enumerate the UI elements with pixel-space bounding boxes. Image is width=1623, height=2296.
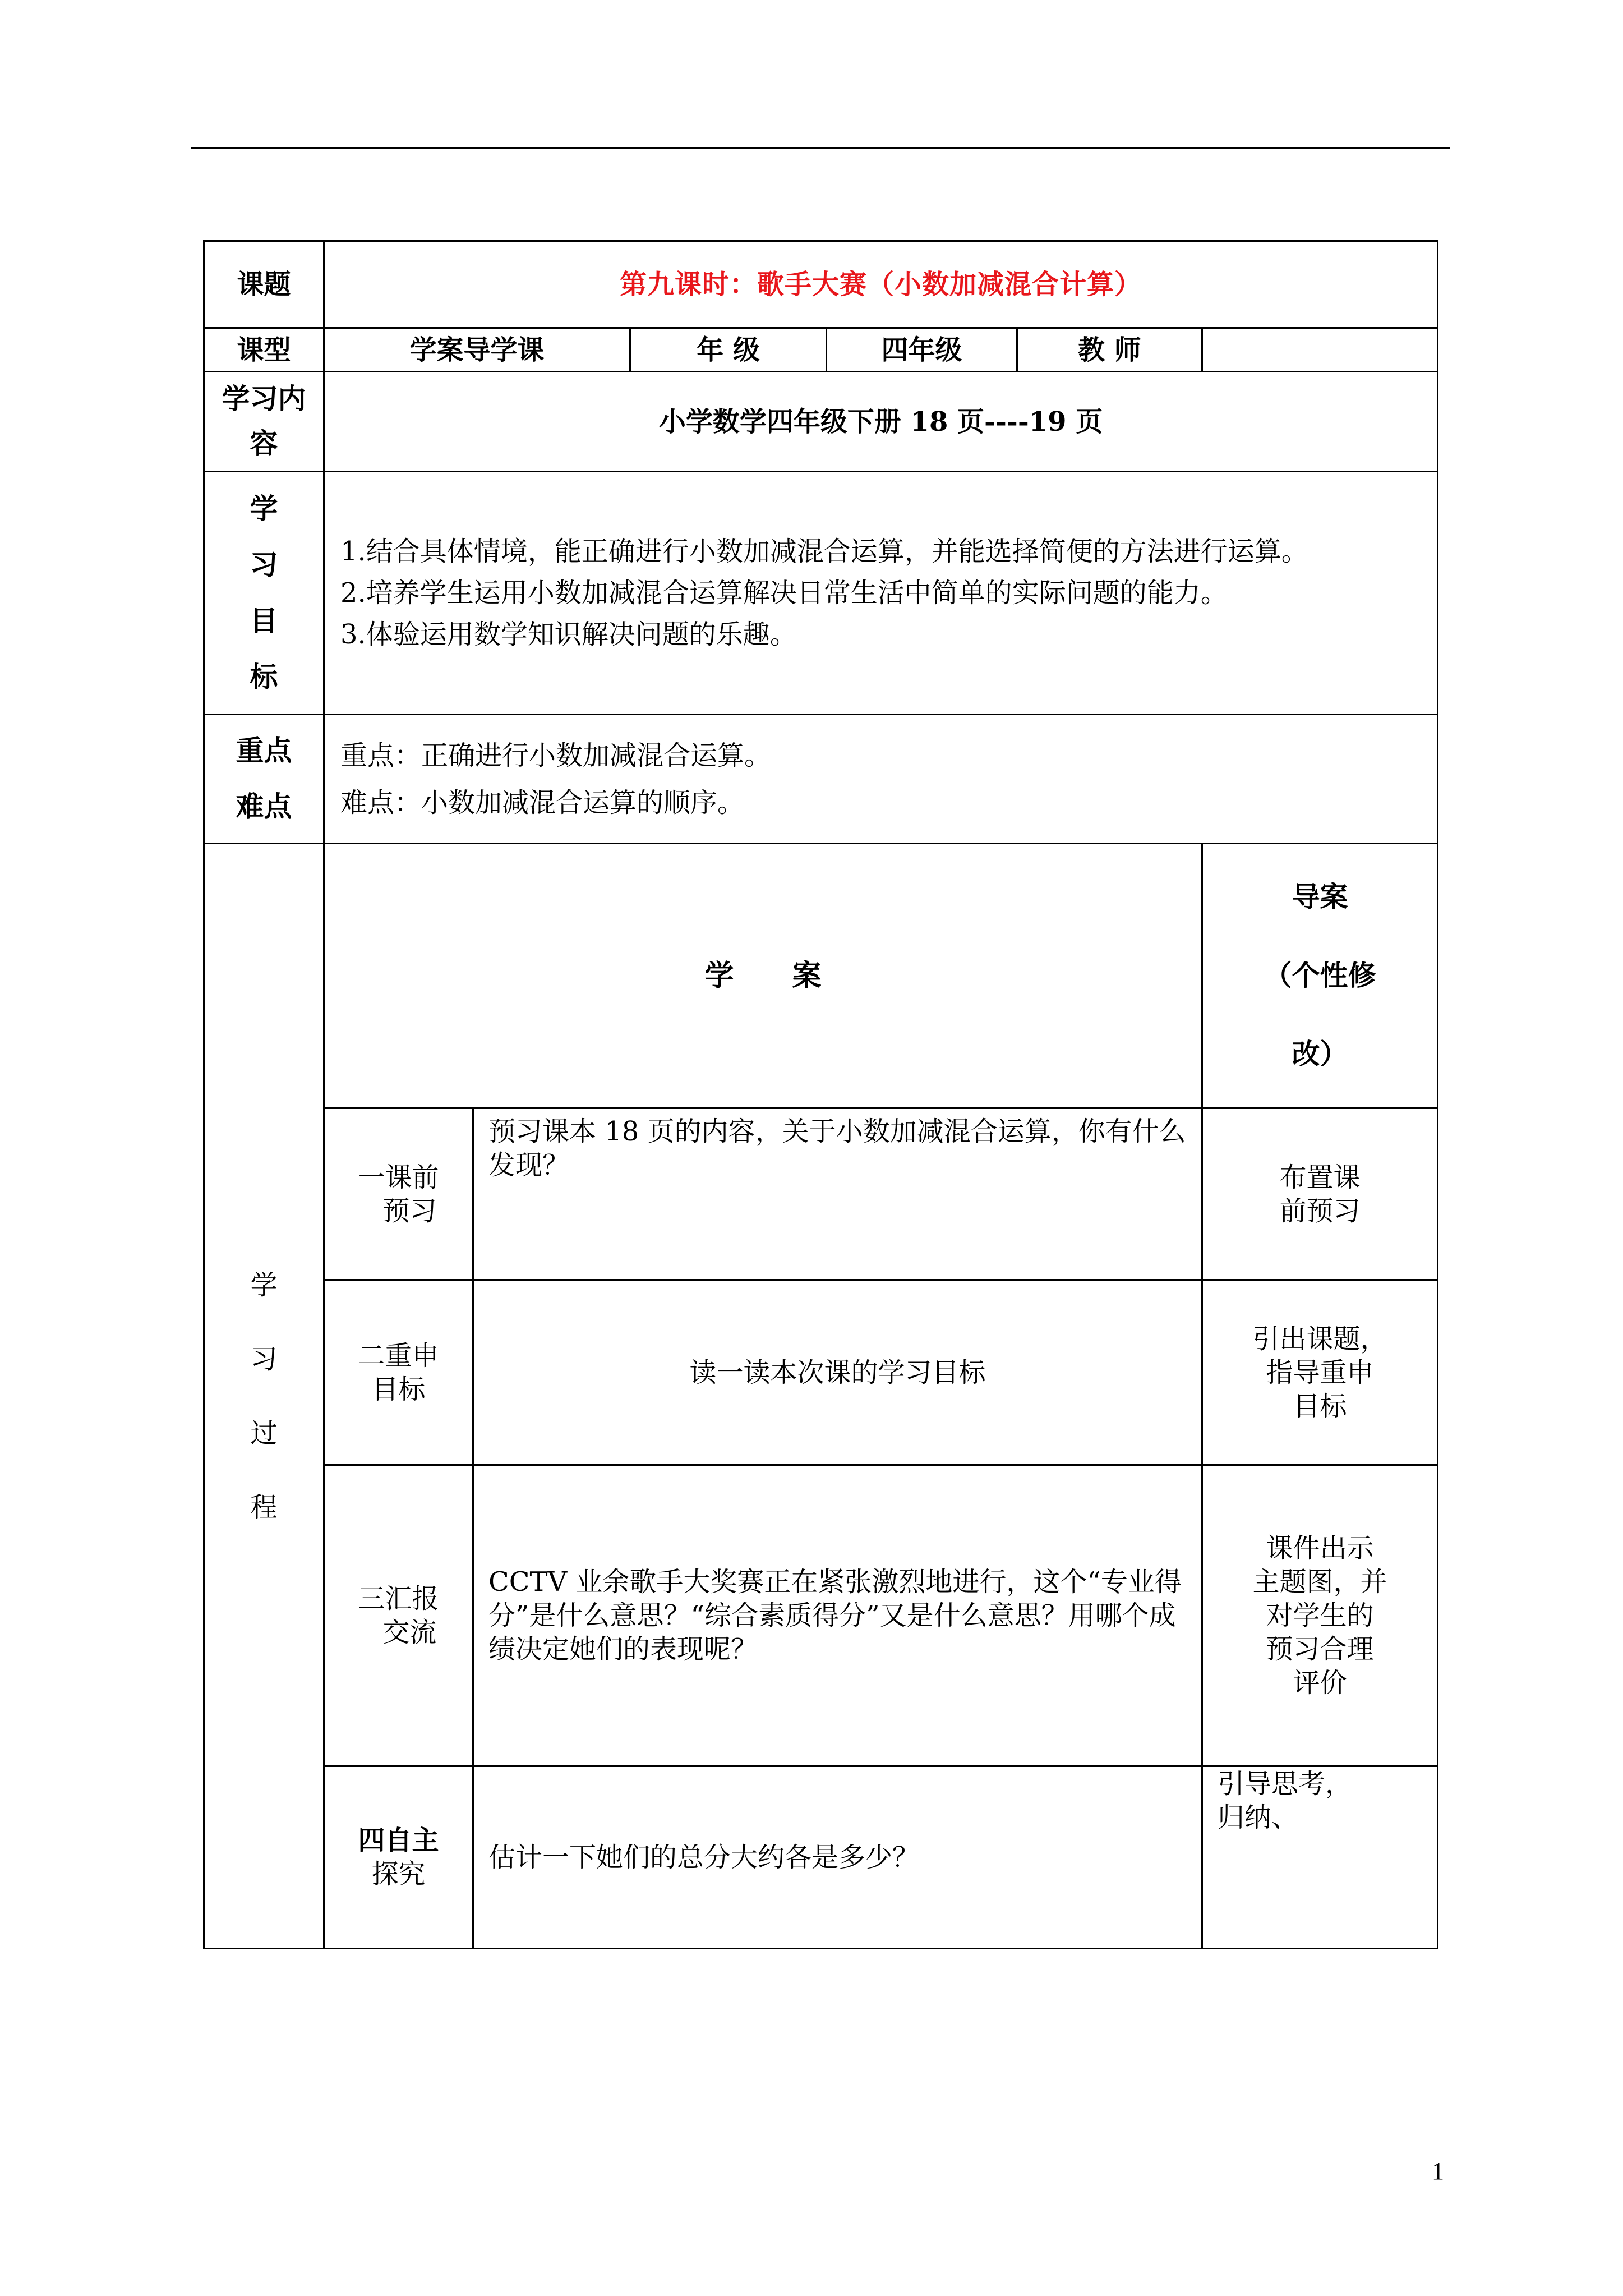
- guide-line: 主题图，并: [1252, 1566, 1387, 1598]
- objective-item: 3.体验运用数学知识解决问题的乐趣。: [340, 619, 797, 650]
- step-name-line: 预习: [382, 1195, 437, 1227]
- step-guide: [1202, 1465, 1438, 1766]
- objectives-label-char: 习: [250, 547, 278, 581]
- guide-line: 引导思考，: [1218, 1768, 1353, 1800]
- guide-line: 对学生的: [1266, 1600, 1374, 1631]
- guide-line: 前预习: [1279, 1195, 1361, 1227]
- step-name-line: 交流: [382, 1617, 437, 1648]
- grade-label: 年 级: [630, 328, 827, 372]
- lesson-plan-table: [203, 240, 1438, 1949]
- type-label: 课型: [204, 328, 324, 372]
- teacher-value: [1202, 328, 1438, 372]
- objective-item: 1.结合具体情境，能正确进行小数加减混合运算，并能选择简便的方法进行运算。: [340, 536, 1308, 567]
- step-body: CCTV 业余歌手大奖赛正在紧张激烈地进行，这个“专业得分”是什么意思？“综合素质得分”又是什么意思？用哪个成绩决定她们的表现呢？: [473, 1465, 1202, 1766]
- table-row: [204, 1766, 1438, 1949]
- guide-line: 目标: [1293, 1390, 1347, 1422]
- page-number: 1: [1432, 2157, 1444, 2185]
- header-rule: [191, 147, 1450, 149]
- step-body: 估计一下她们的总分大约各是多少？: [473, 1766, 1202, 1949]
- keypoints-row: [204, 715, 1438, 844]
- step-name-line: 二重申: [358, 1340, 439, 1372]
- process-label-char: 过: [250, 1417, 278, 1449]
- guide-line: 布置课: [1279, 1161, 1361, 1193]
- process-label-char: 程: [250, 1491, 278, 1523]
- guide-line: 课件出示: [1266, 1533, 1374, 1564]
- step-guide: [1202, 1280, 1438, 1465]
- step-name: [324, 1280, 473, 1465]
- guide-line: 引出课题，: [1252, 1323, 1387, 1355]
- objectives-list: [324, 472, 1438, 715]
- objective-item: 2.培养学生运用小数加减混合运算解决日常生活中简单的实际问题的能力。: [340, 577, 1228, 609]
- process-label: [204, 844, 324, 1949]
- step-name-line: 三汇报: [358, 1583, 439, 1614]
- step-name-line: 四自主: [358, 1825, 439, 1856]
- table-row: [204, 1108, 1438, 1280]
- content-value: 小学数学四年级下册 18 页----19 页: [324, 372, 1438, 472]
- lesson-title: 第九课时：歌手大赛（小数加减混合计算）: [324, 241, 1438, 328]
- guide-line: 归纳、: [1218, 1802, 1299, 1833]
- keypoints-label-line: 重点: [236, 734, 292, 767]
- keypoints-label-line: 难点: [236, 790, 292, 823]
- teacher-label: 教 师: [1017, 328, 1202, 372]
- step-name: [324, 1108, 473, 1280]
- key-point: 重点：正确进行小数加减混合运算。: [340, 739, 772, 771]
- step-body: 读一读本次课的学习目标: [473, 1280, 1202, 1465]
- guide-header-line: 导案: [1292, 880, 1348, 914]
- step-name-line: 探究: [371, 1858, 426, 1890]
- type-row: [204, 328, 1438, 372]
- grade-value: 四年级: [827, 328, 1017, 372]
- type-value: 学案导学课: [324, 328, 630, 372]
- process-header-row: [204, 844, 1438, 1108]
- guide-header-line: 改）: [1292, 1037, 1348, 1071]
- guide-line: 预习合理: [1266, 1634, 1374, 1665]
- step-name-line: 目标: [371, 1373, 426, 1405]
- step-name: [324, 1465, 473, 1766]
- step-name: [324, 1766, 473, 1949]
- guide-header: [1202, 844, 1438, 1108]
- objectives-label-char: 目: [250, 604, 278, 637]
- difficult-point: 难点：小数加减混合运算的顺序。: [340, 786, 745, 818]
- step-guide: [1202, 1766, 1438, 1949]
- plan-header: 学 案: [324, 844, 1202, 1108]
- topic-label: 课题: [204, 241, 324, 328]
- keypoints-label: [204, 715, 324, 844]
- objectives-row: [204, 472, 1438, 715]
- objectives-label-char: 学: [250, 491, 278, 525]
- guide-line: 指导重申: [1266, 1356, 1374, 1388]
- table-row: [204, 1280, 1438, 1465]
- topic-row: [204, 241, 1438, 328]
- objectives-label-char: 标: [250, 660, 278, 693]
- guide-header-line: （个性修: [1264, 959, 1376, 992]
- guide-line: 评价: [1293, 1667, 1347, 1699]
- step-guide: [1202, 1108, 1438, 1280]
- content-label-line: 容: [250, 427, 278, 461]
- content-label: [204, 372, 324, 472]
- process-label-char: 学: [250, 1269, 278, 1301]
- table-row: [204, 1465, 1438, 1766]
- content-label-line: 学习内: [222, 382, 306, 416]
- keypoints-text: [324, 715, 1438, 844]
- objectives-label: [204, 472, 324, 715]
- content-row: [204, 372, 1438, 472]
- step-name-line: 一课前: [358, 1161, 439, 1193]
- process-label-char: 习: [250, 1343, 278, 1375]
- step-body: 预习课本 18 页的内容，关于小数加减混合运算，你有什么发现？: [473, 1108, 1202, 1280]
